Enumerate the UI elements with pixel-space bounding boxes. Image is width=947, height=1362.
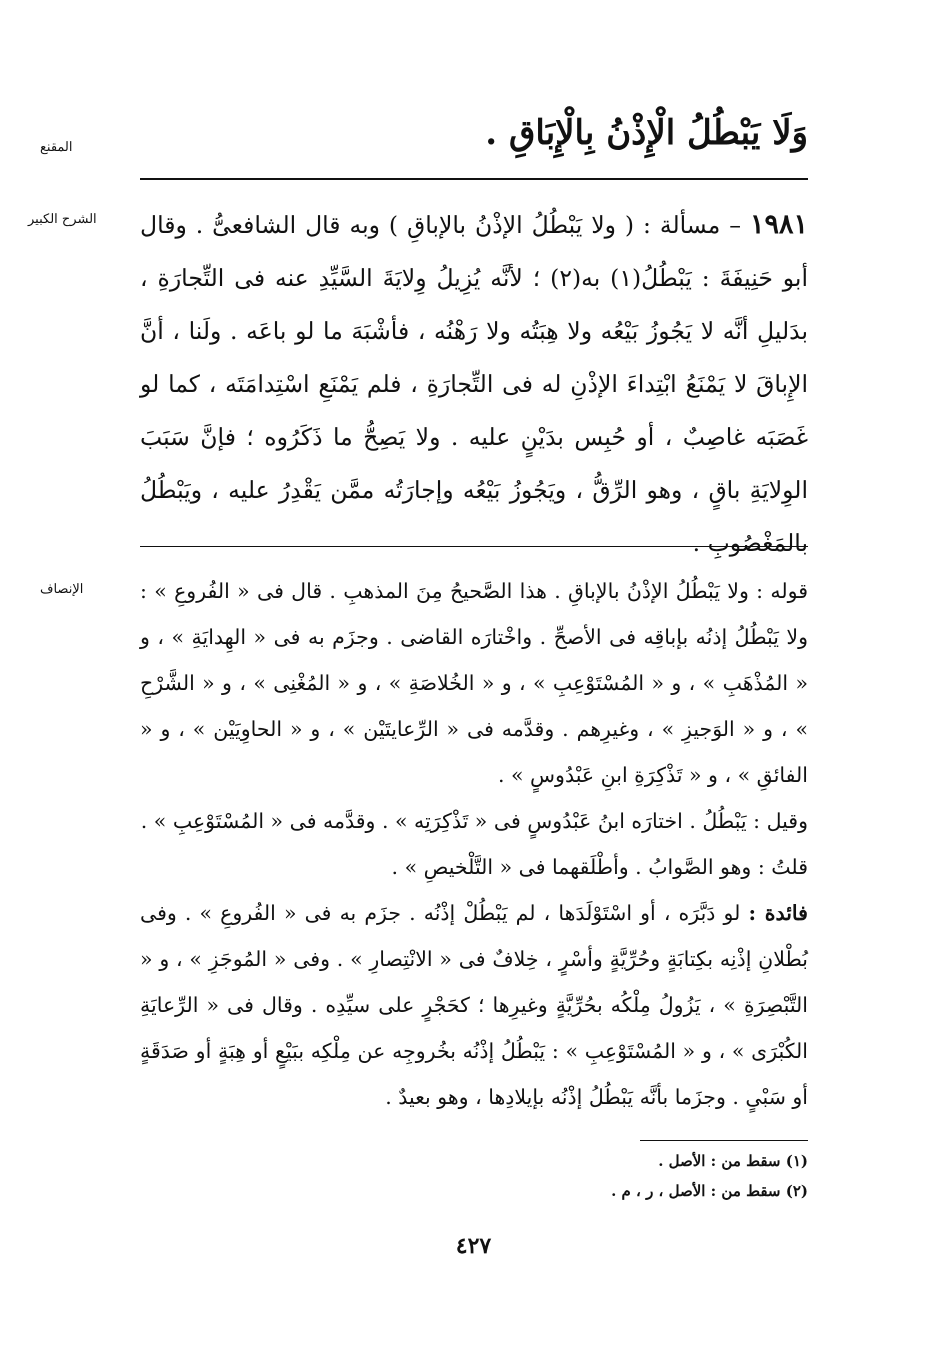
faida-paragraph [140, 890, 808, 1120]
issue-number: ١٩٨١ [749, 209, 808, 240]
insaf-section [140, 568, 808, 890]
margin-label-sharh: الشرح الكبير [28, 212, 97, 227]
footnote-2: (٢) سقط من : الأصل ، ر ، م . [611, 1182, 808, 1200]
insaf-paragraph-3: قلتُ : وهو الصَّوابُ . وأطْلَقهما فى « التَّلْخيصِ » . [391, 855, 808, 879]
sharh-paragraph [140, 198, 808, 570]
faida-lead: فائدة : [748, 901, 808, 925]
faida-text: لو دَبَّرَه ، أو اسْتَوْلَدَها ، لم يَبْطُلْ إذْنُه . جزَم به فى « الفُروعِ » . وفى بُطْلانِ إذْنِه بكِتابَةٍ وحُرِّيَّةٍ وأسْرٍ ، خِلافٌ فى « الانْتِصارِ » . وفى « المُوجَزِ » ، و « التَّبْصِرَةِ » ، يَزُولُ مِلْكُه بحُرِّيَّةٍ وغيرِها ؛ كحَجْرٍ على سيِّدِه . وقال فى « الرِّعايَةِ الكُبْرَى » ، و « المُسْتَوْعِبِ » : يَبْطُلُ إذْنُه بخُروجِه عن مِلْكِه ببَيْعٍ أو هِبَةٍ أو صَدَقَةٍ أو سَبْىٍ . وجزَما بأنَّه يَبْطُلُ إذْنُه بإيلادِها ، وهو بعيدٌ . [140, 901, 808, 1109]
footnote-divider [640, 1140, 808, 1141]
footnote-1: (١) سقط من : الأصل . [658, 1152, 808, 1170]
sharh-section [140, 198, 808, 570]
matn-text: وَلَا يَبْطُلُ الْإِذْنُ بِالْإِبَاقِ . [485, 113, 808, 153]
page-number: ٤٢٧ [455, 1233, 492, 1259]
insaf-paragraph-1: قوله : ولا يَبْطُلُ الإذْنُ بالإباقِ . هذا الصَّحيحُ مِنَ المذهبِ . قال فى « الفُروعِ » : ولا يَبْطُلُ إذنُه بإباقِه فى الأصحِّ . واخْتارَه القاضى . وجزَم به فى « الهِدايَةِ » ، و « المُذْهَبِ » ، و « المُسْتَوْعِبِ » ، و « الخُلاصَةِ » ، و « المُغْنِى » ، و « الشَّرْحِ » ، و « الوَجيزِ » ، وغيرِهم . وقدَّمه فى « الرِّعايتَيْن » ، و « الحاوِيَيْن » ، و « الفائقِ » ، و « تَذْكِرَةِ ابنِ عَبْدُوسٍ » . [140, 579, 808, 787]
insaf-paragraph-2: وقيل : يَبْطُلُ . اختارَه ابنُ عَبْدُوسٍ فى « تَذْكِرَتِه » . وقدَّمه فى « المُسْتَوْعِبِ » . [140, 809, 808, 833]
section-divider-middle [140, 546, 808, 547]
margin-label-insaf: الإنصاف [40, 582, 84, 597]
sharh-text: – مسألة : ( ولا يَبْطُلُ الإذْنُ بالإباقِ ) وبه قال الشافعىُّ . وقال أبو حَنِيفَةَ : يَبْطُلُ(١) به(٢) ؛ لأنَّه يُزِيلُ وِلايَةَ السَّيِّدِ عنه فى التِّجارَةِ ، بدَليلِ أنَّه لا يَجُوزُ بَيْعُه ولا هِبَتُه ولا رَهْنُه ، فأشْبَهَ ما لو باعَه . ولَنا ، أنَّ الإِباقَ لا يَمْنَعُ ابْتِداءَ الإذْنِ له فى التِّجارَةِ ، فلم يَمْنَعِ اسْتِدامَتَه ، كما لو غَصَبَه غاصِبٌ ، أو حُبِس بدَيْنٍ عليه . ولا يَصِحُّ ما ذَكَرُوه ؛ فإنَّ سَبَبَ الوِلايَةِ باقٍ ، وهو الرِّقُّ ، ويَجُوزُ بَيْعُه وإجارَتُه ممَّن يَقْدِرُ عليه ، ويَبْطُلُ بالمَغْصُوبِ . [140, 211, 808, 557]
margin-label-muqni: المقنع [40, 140, 73, 155]
faida-section [140, 890, 808, 1120]
section-divider-top [140, 178, 808, 180]
footnotes [520, 1146, 808, 1206]
